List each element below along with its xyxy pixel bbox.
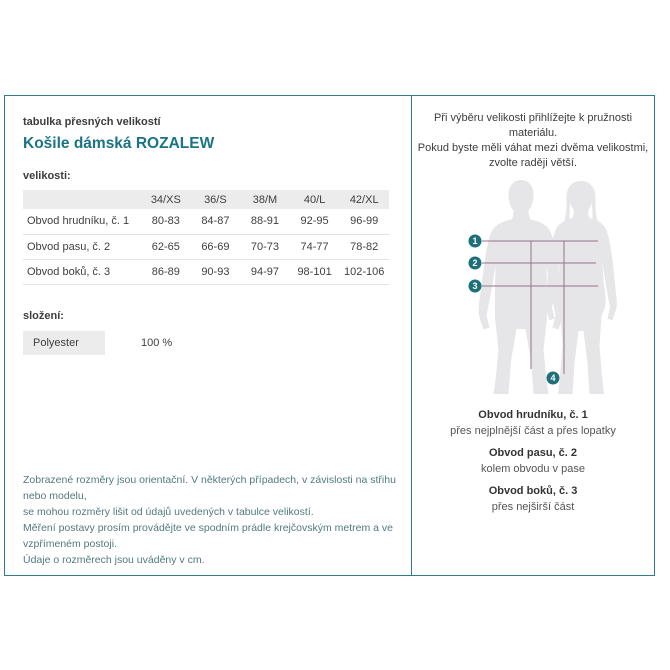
legend-item — [412, 407, 654, 439]
legend-item — [412, 445, 654, 477]
disclaimer-line: se mohou rozměry lišit od údajů uvedených v tabulce velikostí. — [23, 506, 314, 518]
legend-item-title: Obvod boků, č. 3 — [488, 485, 578, 497]
size-advice-line: zvolte raději větší. — [488, 157, 578, 169]
legend-item-title: Obvod pasu, č. 2 — [488, 447, 578, 459]
legend-item-description: přes nejplnější část a přes lopatky — [450, 425, 616, 437]
marker-2 — [469, 257, 482, 270]
legend-item — [412, 483, 654, 515]
size-advice-line: Při výběru velikosti přihlížejte k pružnosti materiálu. — [433, 112, 633, 139]
measurement-value-cell: 94-97 — [240, 259, 290, 284]
size-column-header: 36/S — [204, 193, 227, 206]
marker-2-number: 2 — [472, 258, 478, 269]
measurement-value-cell: 96-99 — [339, 209, 389, 234]
measurement-value-cell: 88-91 — [240, 209, 290, 234]
size-header-row — [23, 190, 389, 209]
disclaimer-line: Údaje o rozměrech jsou uváděny v cm. — [23, 554, 205, 566]
composition-label: složení: — [23, 309, 64, 322]
composition-row — [23, 331, 393, 355]
measurement-value-cell: 70-73 — [240, 234, 290, 259]
size-column-header: 34/XS — [150, 193, 181, 206]
table-eyebrow: tabulka přesných velikostí — [23, 116, 161, 128]
disclaimer-text — [23, 472, 411, 568]
legend-item-title: Obvod hrudníku, č. 1 — [478, 409, 588, 421]
marker-1-number: 1 — [472, 236, 478, 247]
marker-4-number: 4 — [550, 373, 556, 384]
measurement-legend — [412, 407, 654, 515]
measurement-value-cell: 80-83 — [141, 209, 191, 234]
body-measurement-diagram — [412, 177, 654, 405]
legend-item-description: přes nejširší část — [491, 501, 575, 513]
marker-3-number: 3 — [472, 281, 478, 292]
marker-4 — [547, 372, 560, 385]
measurement-value-cell: 62-65 — [141, 234, 191, 259]
measurement-value-cell: 90-93 — [191, 259, 241, 284]
measurement-value-cell: 86-89 — [141, 259, 191, 284]
table-row — [23, 259, 389, 284]
size-column-header: 38/M — [252, 193, 278, 206]
measurement-row-label: Obvod boků, č. 3 — [23, 259, 141, 284]
measurement-value-cell: 74-77 — [290, 234, 340, 259]
size-advice-line: Pokud byste měli váhat mezi dvěma velikostmi, — [417, 142, 649, 154]
marker-3 — [469, 280, 482, 293]
material-name: Polyester — [23, 331, 105, 355]
content-panel — [4, 95, 655, 576]
measurement-value-cell: 92-95 — [290, 209, 340, 234]
measurement-value-cell: 102-106 — [339, 259, 389, 284]
table-row — [23, 234, 389, 259]
sizes-table — [23, 190, 389, 285]
measurement-value-cell: 78-82 — [339, 234, 389, 259]
disclaimer-line: Měření postavy prosím provádějte ve spodním prádle krejčovským metrem a ve vzpřímeném postoji. — [23, 522, 393, 550]
size-advice-text — [412, 111, 654, 171]
size-header-empty-cell — [23, 190, 141, 209]
measurement-row-label: Obvod hrudníku, č. 1 — [23, 209, 141, 234]
silhouettes-illustration — [412, 177, 654, 405]
product-title: Košile dámská ROZALEW — [23, 135, 215, 152]
size-column-header: 40/L — [303, 193, 326, 206]
material-percent: 100 % — [141, 336, 173, 349]
marker-1 — [469, 235, 482, 248]
table-row — [23, 209, 389, 234]
size-column-header: 42/XL — [349, 193, 379, 206]
sizes-label: velikosti: — [23, 170, 71, 182]
measurement-value-cell: 66-69 — [191, 234, 241, 259]
legend-item-description: kolem obvodu v pase — [481, 463, 585, 475]
measurement-value-cell: 84-87 — [191, 209, 241, 234]
measurement-value-cell: 98-101 — [290, 259, 340, 284]
right-section — [411, 96, 654, 575]
measurement-row-label: Obvod pasu, č. 2 — [23, 234, 141, 259]
left-section — [5, 96, 411, 575]
disclaimer-line: Zobrazené rozměry jsou orientační. V některých případech, v závislosti na střihu nebo modelu, — [23, 474, 396, 502]
